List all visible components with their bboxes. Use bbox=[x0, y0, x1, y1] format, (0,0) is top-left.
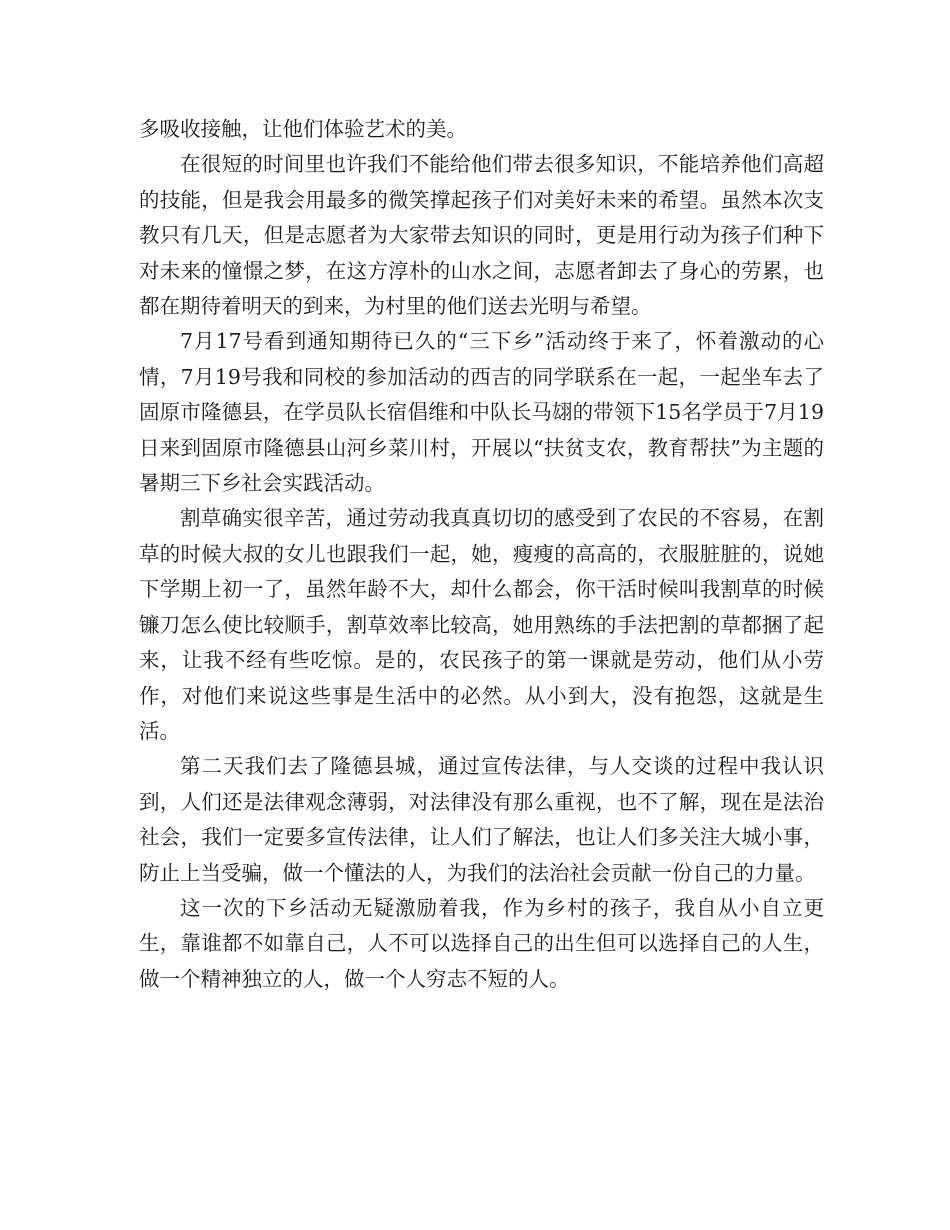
paragraph-4: 割草确实很辛苦，通过劳动我真真切切的感受到了农民的不容易，在割草的时候大叔的女儿也跟我们一起，她，瘦瘦的高高的，衣服脏脏的，说她下学期上初一了，虽然年龄不大，却什么都会，你干活时候叫我割草的时候镰刀怎么使比较顺手，割草效率比较高，她用熟练的手法把割的草都捆了起来，让我不经有些吃惊。是的，农民孩子的第一课就是劳动，他们从小劳作，对他们来说这些事是生活中的必然。从小到大，没有抱怨，这就是生活。 bbox=[139, 506, 824, 743]
paragraph-3: 7月17号看到通知期待已久的“三下乡”活动终于来了，怀着激动的心情，7月19号我和同校的参加活动的西吉的同学联系在一起，一起坐车去了固原市隆德县，在学员队长宿倡维和中队长马翃的带领下15名学员于7月19日来到固原市隆德县山河乡菜川村，开展以“扶贫支农，教育帮扶”为主题的暑期三下乡社会实践活动。 bbox=[139, 329, 824, 496]
paragraph-6: 这一次的下乡活动无疑激励着我，作为乡村的孩子，我自从小自立更生，靠谁都不如靠自己，人不可以选择自己的出生但可以选择自己的人生，做一个精神独立的人，做一个人穷志不短的人。 bbox=[139, 895, 824, 991]
paragraph-1: 多吸收接触，让他们体验艺术的美。 bbox=[139, 117, 467, 141]
paragraph-2: 在很短的时间里也许我们不能给他们带去很多知识，不能培养他们高超的技能，但是我会用最多的微笑撑起孩子们对美好未来的希望。虽然本次支教只有几天，但是志愿者为大家带去知识的同时，更是用行动为孩子们种下对未来的憧憬之梦，在这方淳朴的山水之间，志愿者卸去了身心的劳累，也都在期待着明天的到来，为村里的他们送去光明与希望。 bbox=[139, 152, 824, 319]
document-body bbox=[139, 112, 824, 997]
paragraph-5: 第二天我们去了隆德县城，通过宣传法律，与人交谈的过程中我认识到，人们还是法律观念薄弱，对法律没有那么重视，也不了解，现在是法治社会，我们一定要多宣传法律，让人们了解法，也让人们多关注大城小事，防止上当受骗，做一个懂法的人，为我们的法治社会贡献一份自己的力量。 bbox=[139, 754, 824, 885]
